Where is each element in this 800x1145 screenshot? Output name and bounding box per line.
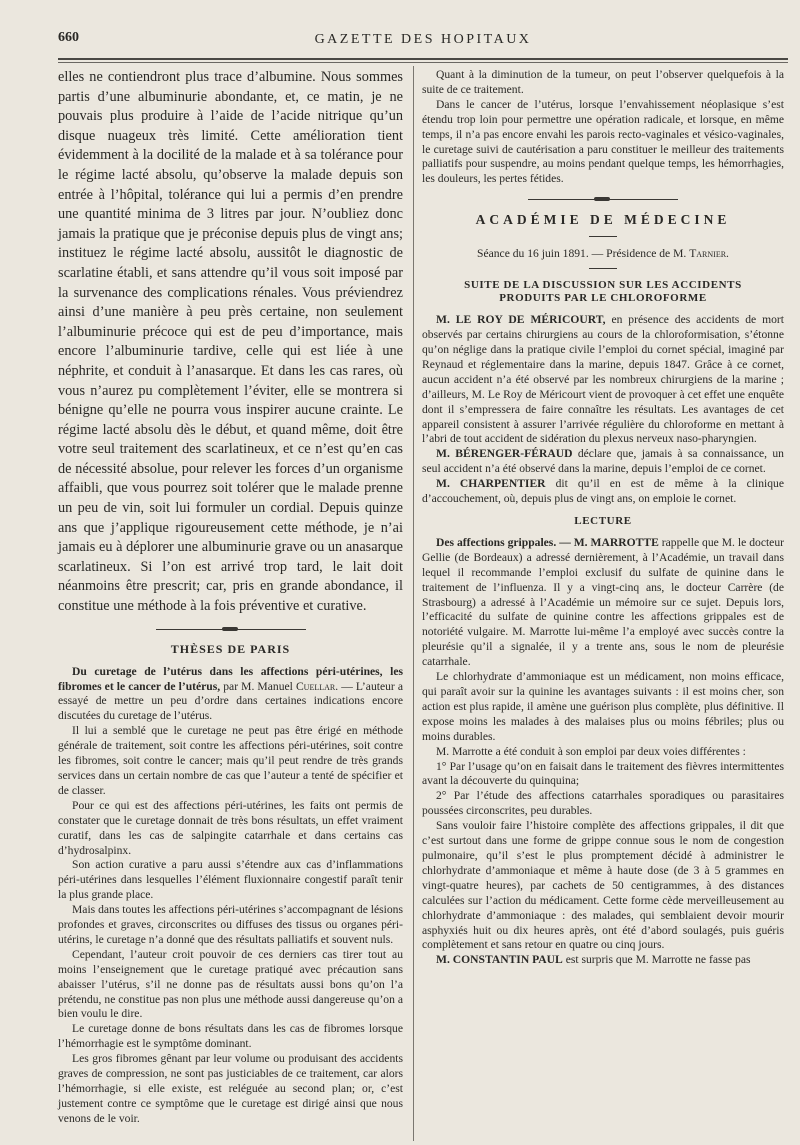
running-title: GAZETTE DES HOPITAUX <box>314 32 532 47</box>
theses-paragraph: Le curetage donne de bons résultats dans les cas de fibromes lorsque l’hémorrhagie est le symptôme dominant. <box>58 1022 403 1051</box>
theses-paragraph: Pour ce qui est des affections péri-utérines, les faits ont permis de constater que le curetage donnait de très bons résultats, un effet vraiment curatif, dans les cas de salpingite catarrhale et dans certains cas d’hydrosalpinx. <box>58 798 403 857</box>
speaker-text: est surpris que M. Marrotte ne fasse pas <box>562 953 751 967</box>
marrotte-paragraph: 1° Par l’usage qu’on en faisait dans le traitement des fièvres intermittentes avant la découverte du quinquina; <box>422 759 784 788</box>
theses-continued-paragraph: Dans le cancer de l’utérus, lorsque l’envahissement néoplasique s’est étendu trop loin pour permettre une opération radicale, et lorsque, en même temps, il n’a pas encore envahi les parois recto-vaginales et vésico-vaginales, le curetage suivi de cautérisation a paru constituer le meilleur des traitements palliatifs pour suspendre, au moins pendant quelque temps, les hémorrhagies, les douleurs, les pertes fétides. <box>422 97 784 186</box>
section-separator <box>422 199 784 200</box>
theses-paragraph: Les gros fibromes gênant par leur volume ou produisant des accidents graves de compression, ne sont pas justiciables de ce traitement, car alors l’hémorrhagie, si elle existe, est reléguée au second plan; or, c’est justement contre ce symptôme que le curetage est dirigé ainsi que nous venons de le voir. <box>58 1052 403 1125</box>
header-rule <box>58 58 788 60</box>
theses-lead-text: — L’auteur a essayé de mettre un peu d’ordre dans certaines indications encore discutées du curetage de l’utérus. <box>58 679 403 723</box>
theses-author-prefix: par M. Manuel <box>220 679 296 693</box>
berenger-feraud-paragraph <box>422 447 784 477</box>
theses-author: Cuellar. <box>295 679 339 693</box>
marrotte-paragraph: M. Marrotte a été conduit à son emploi par deux voies différentes : <box>436 744 746 758</box>
marrotte-paragraph: 2° Par l’étude des affections catarrhales sporadiques ou parasitaires poussées circonscrites, peu durables. <box>422 789 784 818</box>
academy-section-title: ACADÉMIE DE MÉDECINE <box>475 212 731 228</box>
seance-date: Séance du 16 juin 1891. — Présidence de M. <box>477 247 690 261</box>
page-number: 660 <box>58 30 79 45</box>
theses-section-title: THÈSES DE PARIS <box>170 641 291 656</box>
marrotte-paragraph: Sans vouloir faire l’histoire complète des affections grippales, il dit que c’est surtout dans une forme de grippe connue sous le nom de congestion pulmonaire, qu’il s’est le plus promptement décidé à administrer le chlorhydrate d’ammoniaque et même à haute dose (de 3 à 5 grammes en vingt-quatre heures), par cachets de 50 centigrammes, à des distances calculées sur l’action du médicament. Cette forme cède merveilleusement au chlorhydrate d’ammoniaque : des malades, qui semblaient devoir mourir asphyxiés huit ou dix heures après, ont été d’abord soulagés, puis guéris complètement et sans retour en quatre ou cinq jours. <box>422 819 784 952</box>
header-rule-thin <box>58 62 788 63</box>
speaker-name: M. CONSTANTIN PAUL <box>436 953 563 967</box>
page-header <box>58 30 788 54</box>
constantin-paul-paragraph <box>422 953 784 968</box>
seance-line <box>422 247 784 262</box>
left-column <box>58 68 403 1127</box>
article-title: Des affections grippales. <box>436 535 557 549</box>
discussion-title-line: SUITE DE LA DISCUSSION SUR LES ACCIDENTS <box>464 279 742 292</box>
speaker-name: — M. MARROTTE <box>556 535 659 549</box>
discussion-title <box>422 279 784 305</box>
speaker-text: en présence des accidents de mort observés par certains chirurgiens au cours de la chloroformisation, s’étonne qu’on néglige dans la pratique civile l’emploi du cornet spécial, imaginé par Reynaud et réglementaire dans la marine, depuis 1847. Grâce à ce cornet, aucun accident n’a été observé par les nombreux chirurgiens de la marine ; d’ailleurs, M. Le Roy de Méricourt vient de provoquer à cet effet une enquête dont il s’empressera de faire connaître les résultats. Les avantages de cet appareil consistent à assurer l’arrivée régulière du chloroforme en mettant à l’abri de tout accident de sidération du plexus nerveux naso-pharyngien. <box>422 313 784 446</box>
theses-continued-paragraph: Quant à la diminution de la tumeur, on peut l’observer quelquefois à la suite de ce traitement. <box>422 68 784 96</box>
theses-lead-paragraph <box>58 665 403 725</box>
seance-president: Tarnier. <box>689 247 729 261</box>
short-rule <box>589 268 617 269</box>
speaker-name: M. BÉRENGER-FÉRAUD <box>436 447 573 461</box>
lecture-section-title: LECTURE <box>574 514 632 527</box>
theses-paragraph: Il lui a semblé que le curetage ne peut pas être érigé en méthode générale de traitement, soit contre les affections péri-utérines, soit contre les fibromes, soit contre le cancer; mais qu’il peut rendre de très grands services dans un certain nombre de cas que l’auteur a tenté de spécifier et de classer. <box>58 724 403 797</box>
lecture-closing-paragraph: elles ne contiendront plus trace d’albumine. Nous sommes partis d’une albuminurie abondante, et, ce matin, je ne pouvais plus produire à l’aide de l’acide nitrique qu’un disque nuageux très limité. Cette amélioration tient évidemment à la docilité de la malade et à sa tolérance pour le régime lacté absolu, qu’observe la malade depuis son entrée à l’hôpital, tolérance qui lui a permis d’en prendre une quantité minima de 3 litres par jour. N’oubliez donc jamais la pratique que je préconise depuis plus de vingt ans; instituez le régime lacté absolu, aussitôt le diagnostic de scarlatine établi, et sans attendre qu’il vous soit imposé par la survenance des complications rénales. Vous préviendrez ainsi d’une manière à peu près certaine, non seulement l’albuminurie précoce qui est de peu d’importance, mais encore l’albuminurie tardive, celle qui est liée à une néphrite, et conduit à l’anasarque. Et dans les cas rares, où vous n’aurez pu complètement l’éviter, elle se montrera si bénigne qu’elle ne pourra vous inspirer aucune crainte. Le régime lacté absolu dès le début, et quand même, doit être votre seul traitement des scarlatineux, et ce n’est qu’en cas de nécessité absolue, pour relever les forces d’un organisme affaibli, que vous pourrez soit tolérer que le malade prenne un peu de vin, soit lui formuler un cordial. Depuis quinze ans que j’applique rigoureusement cette méthode, je n’ai jamais eu à déplorer une albuminurie grave ou un anasarque scarlatineux. Si l’on est arrivé trop tard, le lait doit néanmoins être prescrit; car, pris en grande abondance, il constitue une méthode à la fois préventive et curative. <box>58 69 403 615</box>
right-column <box>422 68 784 968</box>
column-divider <box>413 66 414 1141</box>
speaker-text: dit qu’il en est de même à la clinique d’accouchement, où, depuis plus de vingt ans, on emploie le cornet. <box>422 477 784 506</box>
section-separator <box>58 629 403 630</box>
discussion-title-line: PRODUITS PAR LE CHLOROFORME <box>499 292 707 305</box>
roy-de-mericourt-paragraph <box>422 313 784 447</box>
theses-paragraph: Son action curative a paru aussi s’étendre aux cas d’inflammations péri-utérines dans lesquelles l’élément fluxionnaire congestif paraît tenir la plus grande place. <box>58 858 403 902</box>
grippe-paragraph <box>422 536 784 670</box>
theses-paragraph: Cependant, l’auteur croit pouvoir de ces derniers cas tirer tout au moins l’enseignement que le curetage pratiqué avec précaution sans abaisser l’utérus, s’il ne donne pas de résultats aussi bons qu’on l’a prétendu, ne constitue pas non plus une méthode aussi dangereuse qu’on a bien voulu le dire. <box>58 947 403 1021</box>
marrotte-paragraph: Le chlorhydrate d’ammoniaque est un médicament, non moins efficace, qui paraît avoir sur la quinine les avantages suivants : il est moins cher, son action est plus rapide, il amène une guérison plus complète, plus définitive. Il expose moins les malades à des malaises plus ou moins fébriles; plus ou moins durables. <box>422 670 784 743</box>
speaker-text: rappelle que M. le docteur Gellie (de Bordeaux) a adressé dernièrement, à l’Académie, un travail dans lequel il recommande l’emploi exclusif du sulfate de quinine dans le traitement de l’influenza. Il y a vingt-cinq ans, le docteur Carrère (de Strasbourg) a adressé à l’Académie un mémoire sur ce sujet. Depuis lors, l’efficacité du sulfate de quinine contre les affections grippales est de notoriété vulgaire. M. Marrotte lui-même l’a employé avec succès contre la pleurésie qu’il a signalée, il y a trente ans, sous le nom de pleurésie catarrhale. <box>422 535 784 669</box>
theses-paragraph: Mais dans toutes les affections péri-utérines s’accompagnant de lésions profondes et graves, circonscrites ou diffuses des tissus ou organes péri-utérins, le curetage n’a donné que des résultats palliatifs et souvent nuls. <box>58 903 403 946</box>
speaker-name: M. LE ROY DE MÉRICOURT, <box>436 313 606 327</box>
speaker-text: déclare que, jamais à sa connaissance, un seul accident n’a été observé dans la marine, depuis l’emploi de ce cornet. <box>422 447 784 476</box>
charpentier-paragraph <box>422 477 784 507</box>
short-rule <box>589 236 617 237</box>
theses-article-title: Du curetage de l’utérus dans les affections péri-utérines, les fibromes et le cancer de l’utérus, <box>58 664 403 693</box>
speaker-name: M. CHARPENTIER <box>436 477 546 491</box>
